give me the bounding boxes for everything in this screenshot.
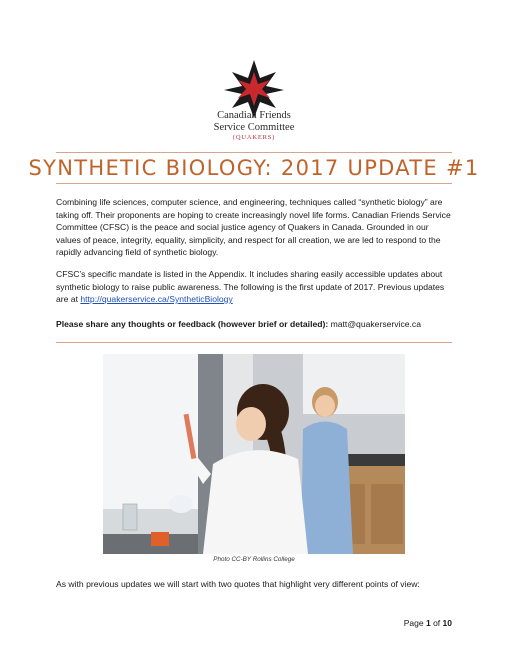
synthetic-biology-link[interactable]: http://quakerservice.ca/SyntheticBiology xyxy=(80,294,233,305)
photo-caption: Photo CC-BY Rollins College xyxy=(213,556,295,563)
page-of: of xyxy=(430,618,443,628)
lab-photo-illustration xyxy=(103,354,405,554)
title-bottom-rule xyxy=(56,183,452,184)
mandate-text: CFSC’s specific mandate is listed in the Appendix. It includes sharing easily accessible updates about synthetic biology to raise public awareness. The following is the first update of 2017. Previous updates are at xyxy=(56,269,445,305)
document-title: SYNTHETIC BIOLOGY: 2017 UPDATE #1 xyxy=(28,156,480,180)
feedback-prompt: Please share any thoughts or feedback (however brief or detailed): xyxy=(56,319,329,329)
org-name-line3: (QUAKERS) xyxy=(232,134,276,141)
section-rule xyxy=(56,342,452,343)
cfsc-star-logo xyxy=(222,58,286,118)
intro-paragraph: Combining life sciences, computer science, and engineering, techniques called “synthetic biology” are taking off. Their proponents are hoping to create increasingly novel life forms. Canadian Friends Service Committee (CFSC) is the peace and social justice agency of Quakers in Canada. Grounded in our values of peace, integrity, equality, simplicity, and respect for all creation, we are led to respond to the rapidly advancing field of synthetic biology. xyxy=(56,197,451,258)
quotes-intro-paragraph: As with previous updates we will start with two quotes that highlight very different points of view: xyxy=(56,579,420,589)
feedback-email: matt@quakerservice.ca xyxy=(328,319,422,329)
feedback-paragraph xyxy=(56,318,454,331)
lab-photo xyxy=(103,354,405,554)
page-current: 1 xyxy=(425,618,431,628)
org-name-line2: Service Committee xyxy=(213,122,295,133)
mandate-paragraph xyxy=(56,268,454,306)
page-number xyxy=(404,618,452,628)
org-name-line1: Canadian Friends xyxy=(217,110,291,121)
page-word: Page xyxy=(403,618,426,628)
page-total: 10 xyxy=(442,618,452,628)
title-top-rule xyxy=(56,152,452,153)
